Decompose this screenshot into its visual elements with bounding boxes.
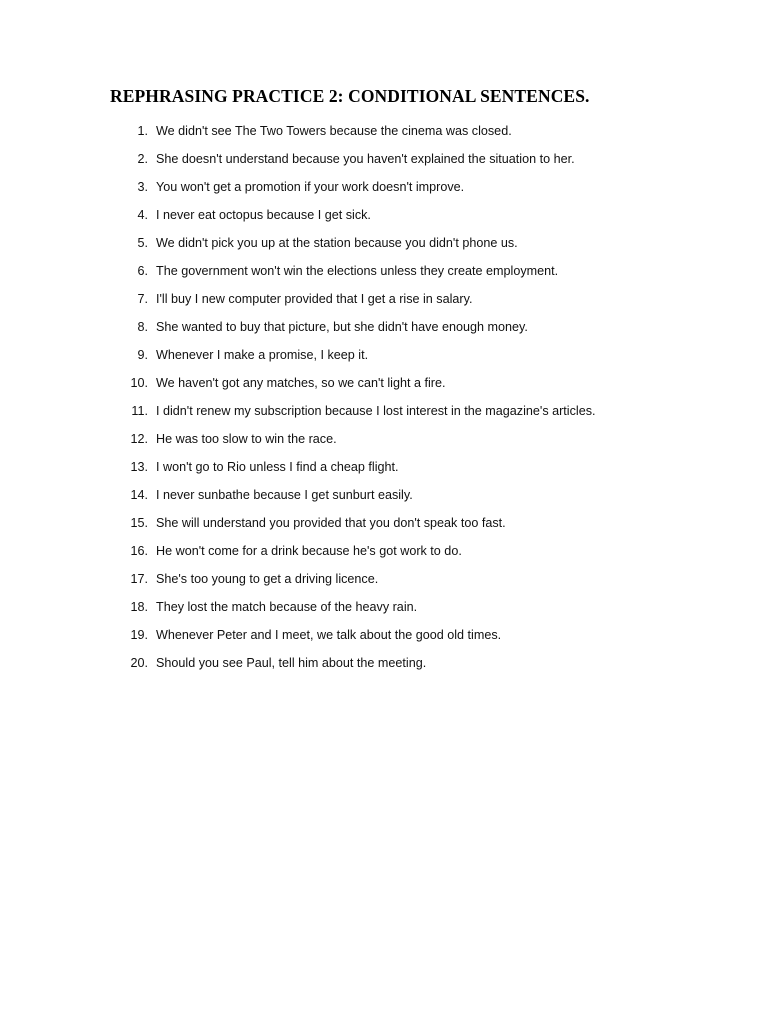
item-number: 12. [130,432,148,446]
list-item [0,652,768,680]
item-number: 17. [130,572,148,586]
list-item [0,204,768,232]
item-text: We didn't pick you up at the station because you didn't phone us. [156,236,518,250]
list-item [0,624,768,652]
item-number: 8. [137,320,148,334]
list-item [0,540,768,568]
list-item [0,148,768,176]
item-text: She doesn't understand because you haven't explained the situation to her. [156,152,575,166]
list-item [0,372,768,400]
item-text: The government won't win the elections unless they create employment. [156,264,559,278]
item-text: Should you see Paul, tell him about the meeting. [156,656,427,670]
item-text: She's too young to get a driving licence. [156,572,379,586]
list-item [0,176,768,204]
list-item [0,456,768,484]
item-text: He was too slow to win the race. [156,432,337,446]
item-number: 3. [137,180,148,194]
item-text: I never eat octopus because I get sick. [156,208,371,222]
item-number: 9. [137,348,148,362]
item-text: We haven't got any matches, so we can't light a fire. [156,376,446,390]
item-number: 10. [130,376,148,390]
item-text: They lost the match because of the heavy rain. [156,600,418,614]
item-number: 19. [130,628,148,642]
list-item [0,344,768,372]
list-item [0,596,768,624]
item-text: I won't go to Rio unless I find a cheap flight. [156,460,399,474]
item-text: I'll buy I new computer provided that I get a rise in salary. [156,292,473,306]
list-item [0,260,768,288]
list-item [0,400,768,428]
item-text: I didn't renew my subscription because I lost interest in the magazine's articles. [156,404,596,418]
list-item [0,288,768,316]
list-item [0,428,768,456]
item-text: Whenever Peter and I meet, we talk about the good old times. [156,628,502,642]
page-title: REPHRASING PRACTICE 2: CONDITIONAL SENTENCES. [110,86,590,106]
item-number: 13. [130,460,148,474]
item-text: He won't come for a drink because he's got work to do. [156,544,462,558]
item-number: 11. [131,404,148,418]
list-item [0,316,768,344]
item-number: 15. [130,516,148,530]
item-number: 2. [137,152,148,166]
item-text: She will understand you provided that you don't speak too fast. [156,516,506,530]
list-item [0,232,768,260]
item-number: 5. [137,236,148,250]
list-item [0,512,768,540]
list-item [0,120,768,148]
item-number: 16. [130,544,148,558]
item-number: 14. [130,488,148,502]
item-text: I never sunbathe because I get sunburt easily. [156,488,413,502]
item-number: 20. [130,656,148,670]
item-number: 7. [137,292,148,306]
sentence-list [0,120,768,680]
item-text: You won't get a promotion if your work doesn't improve. [156,180,465,194]
item-number: 18. [130,600,148,614]
item-number: 4. [137,208,148,222]
item-number: 6. [137,264,148,278]
list-item [0,568,768,596]
item-number: 1. [137,124,148,138]
item-text: She wanted to buy that picture, but she didn't have enough money. [156,320,528,334]
item-text: We didn't see The Two Towers because the cinema was closed. [156,124,512,138]
item-text: Whenever I make a promise, I keep it. [156,348,369,362]
list-item [0,484,768,512]
